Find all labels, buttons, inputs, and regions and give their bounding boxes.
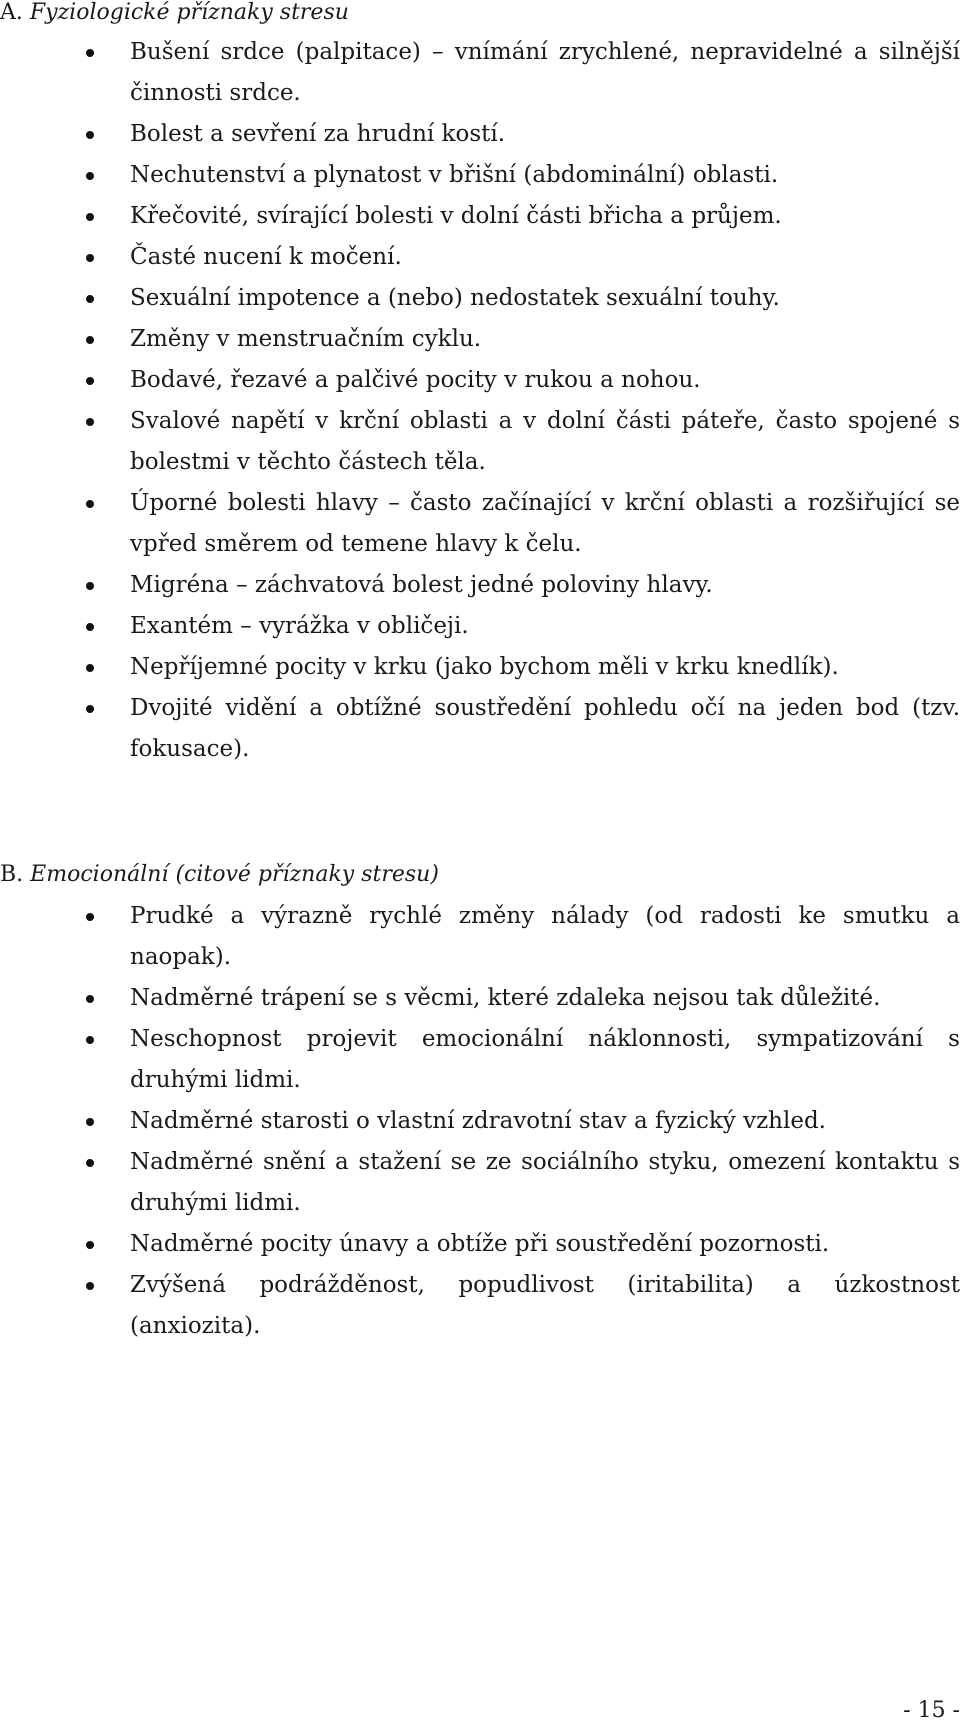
bullet-icon [86,705,94,713]
list-item [0,483,960,565]
list-item [0,896,960,978]
bullet-list-a [0,32,960,770]
bullet-icon [86,1282,94,1290]
list-item-text: Neschopnost projevit emocionální náklonnosti, sympatizování s druhými lidmi. [130,1026,960,1093]
bullet-icon [86,172,94,180]
bullet-icon [86,913,94,921]
list-item-text: Svalové napětí v krční oblasti a v dolní části páteře, často spojené s bolestmi v těchto částech těla. [130,408,960,475]
bullet-icon [86,1241,94,1249]
list-item-text: Migréna – záchvatová bolest jedné poloviny hlavy. [130,572,713,598]
section-title: Fyziologické příznaky stresu [29,0,349,25]
bullet-icon [86,49,94,57]
list-item-text: Časté nucení k močení. [130,244,402,270]
list-item [0,401,960,483]
list-item-text: Nadměrné trápení se s věcmi, které zdaleka nejsou tak důležité. [130,985,881,1011]
bullet-icon [86,623,94,631]
list-item [0,1224,830,1265]
list-item-text: Nadměrné snění a stažení se ze sociálního styku, omezení kontaktu s druhými lidmi. [130,1149,960,1216]
list-item [0,278,830,319]
bullet-list-b [0,896,960,1347]
list-item-text: Sexuální impotence a (nebo) nedostatek sexuální touhy. [130,285,780,311]
list-item [0,1019,960,1101]
list-item-text: Zvýšená podrážděnost, popudlivost (iritabilita) a úzkostnost (anxiozita). [130,1272,960,1339]
section-heading-b [0,858,439,892]
bullet-icon [86,295,94,303]
list-item [0,978,881,1019]
bullet-icon [86,336,94,344]
list-item [0,1101,830,1142]
bullet-icon [86,377,94,385]
list-item-text: Bušení srdce (palpitace) – vnímání zrychlené, nepravidelné a silnější činnosti srdce. [130,39,960,106]
list-item [0,114,830,155]
bullet-icon [86,995,94,1003]
bullet-icon [86,213,94,221]
list-item-text: Nadměrné starosti o vlastní zdravotní stav a fyzický vzhled. [130,1108,826,1134]
list-item [0,688,960,770]
list-item-text: Dvojité vidění a obtížné soustředění pohledu očí na jeden bod (tzv. fokusace). [130,695,960,762]
section-letter: B. [0,862,24,887]
list-item-text: Změny v menstruačním cyklu. [130,326,482,352]
list-item [0,319,830,360]
bullet-icon [86,500,94,508]
bullet-icon [86,254,94,262]
list-item [0,1265,960,1347]
list-item [0,606,830,647]
bullet-icon [86,1118,94,1126]
list-item [0,196,830,237]
section-heading-a [0,0,349,30]
list-item [0,32,960,114]
list-item [0,647,839,688]
bullet-icon [86,582,94,590]
bullet-icon [86,418,94,426]
page-number: - 15 - [903,1698,960,1723]
bullet-icon [86,1159,94,1167]
list-item [0,1142,960,1224]
bullet-icon [86,664,94,672]
list-item-text: Bolest a sevření za hrudní kostí. [130,121,506,147]
list-item [0,565,830,606]
list-item-text: Exantém – vyrážka v obličeji. [130,613,469,639]
bullet-icon [86,1036,94,1044]
list-item-text: Bodavé, řezavé a palčivé pocity v rukou a nohou. [130,367,701,393]
list-item [0,237,830,278]
list-item-text: Křečovité, svírající bolesti v dolní části břicha a průjem. [130,203,782,229]
bullet-icon [86,131,94,139]
list-item-text: Úporné bolesti hlavy – často začínající v krční oblasti a rozšiřující se vpřed směrem od temene hlavy k čelu. [130,490,960,557]
list-item-text: Prudké a výrazně rychlé změny nálady (od radosti ke smutku a naopak). [130,903,960,970]
section-title: Emocionální (citové příznaky stresu) [30,862,439,887]
list-item-text: Nechutenství a plynatost v břišní (abdominální) oblasti. [130,162,779,188]
list-item [0,360,830,401]
list-item-text: Nadměrné pocity únavy a obtíže při soustředění pozornosti. [130,1231,830,1257]
list-item-text: Nepříjemné pocity v krku (jako bychom měli v krku knedlík). [130,654,839,680]
section-letter: A. [0,0,23,25]
list-item [0,155,830,196]
